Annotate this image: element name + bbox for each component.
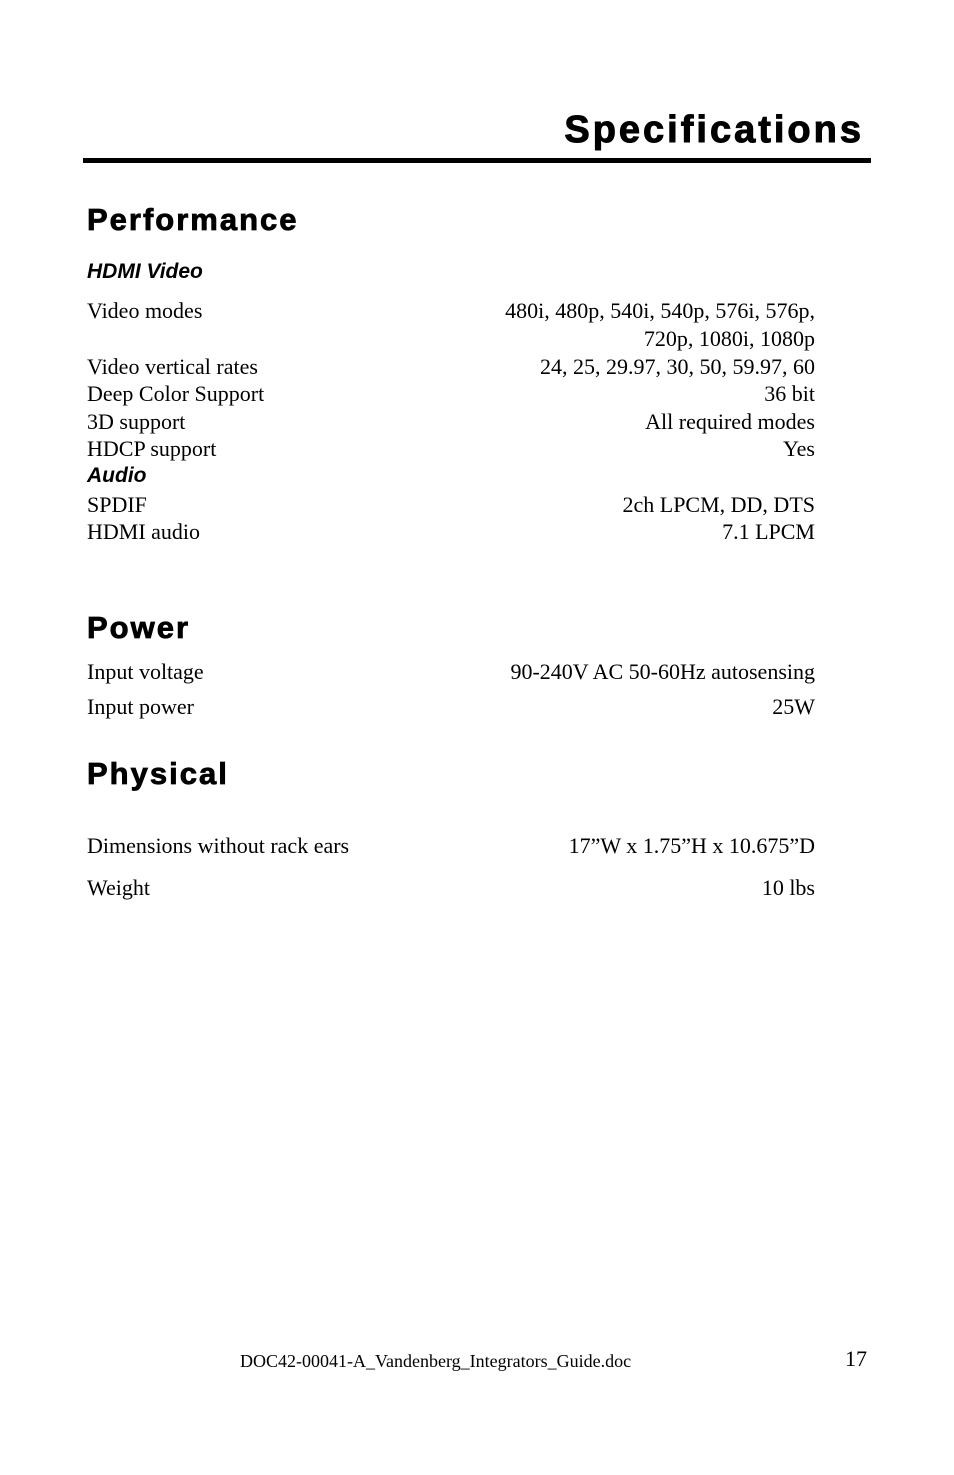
page-title: Specifications xyxy=(564,109,864,151)
physical-heading: Physical xyxy=(87,756,229,791)
spec-value: Yes xyxy=(782,436,815,461)
hdmi-video-subheading: HDMI Video xyxy=(87,260,203,283)
audio-subheading: Audio xyxy=(87,464,147,487)
spec-value: 480i, 480p, 540i, 540p, 576i, 576p, 720p, 1080i, 1080p xyxy=(505,298,815,351)
spec-label: HDCP support xyxy=(87,436,217,461)
spec-value: 90-240V AC 50-60Hz autosensing xyxy=(510,659,815,684)
spec-value: 2ch LPCM, DD, DTS xyxy=(622,492,815,517)
spec-label: Deep Color Support xyxy=(87,381,265,406)
spec-value: 25W xyxy=(772,694,815,719)
spec-label: Video modes xyxy=(87,298,203,323)
performance-heading: Performance xyxy=(87,202,299,237)
spec-value: All required modes xyxy=(645,409,815,434)
spec-label: SPDIF xyxy=(87,492,147,517)
spec-value: 36 bit xyxy=(764,381,815,406)
spec-label: 3D support xyxy=(87,409,186,434)
footer-doc-name: DOC42-00041-A_Vandenberg_Integrators_Guide.doc xyxy=(240,1351,632,1371)
spec-value: 7.1 LPCM xyxy=(722,519,815,544)
spec-value: 10 lbs xyxy=(761,875,815,900)
spec-label: Input voltage xyxy=(87,659,204,684)
spec-value: 17”W x 1.75”H x 10.675”D xyxy=(568,833,815,858)
page-number: 17 xyxy=(845,1346,867,1371)
power-heading: Power xyxy=(87,610,191,645)
spec-value: 24, 25, 29.97, 30, 50, 59.97, 60 xyxy=(540,354,815,379)
title-rule xyxy=(83,158,871,163)
spec-label: HDMI audio xyxy=(87,519,201,544)
spec-label: Input power xyxy=(87,694,194,719)
spec-label: Weight xyxy=(87,875,150,900)
spec-label: Dimensions without rack ears xyxy=(87,833,350,858)
spec-label: Video vertical rates xyxy=(87,354,258,379)
